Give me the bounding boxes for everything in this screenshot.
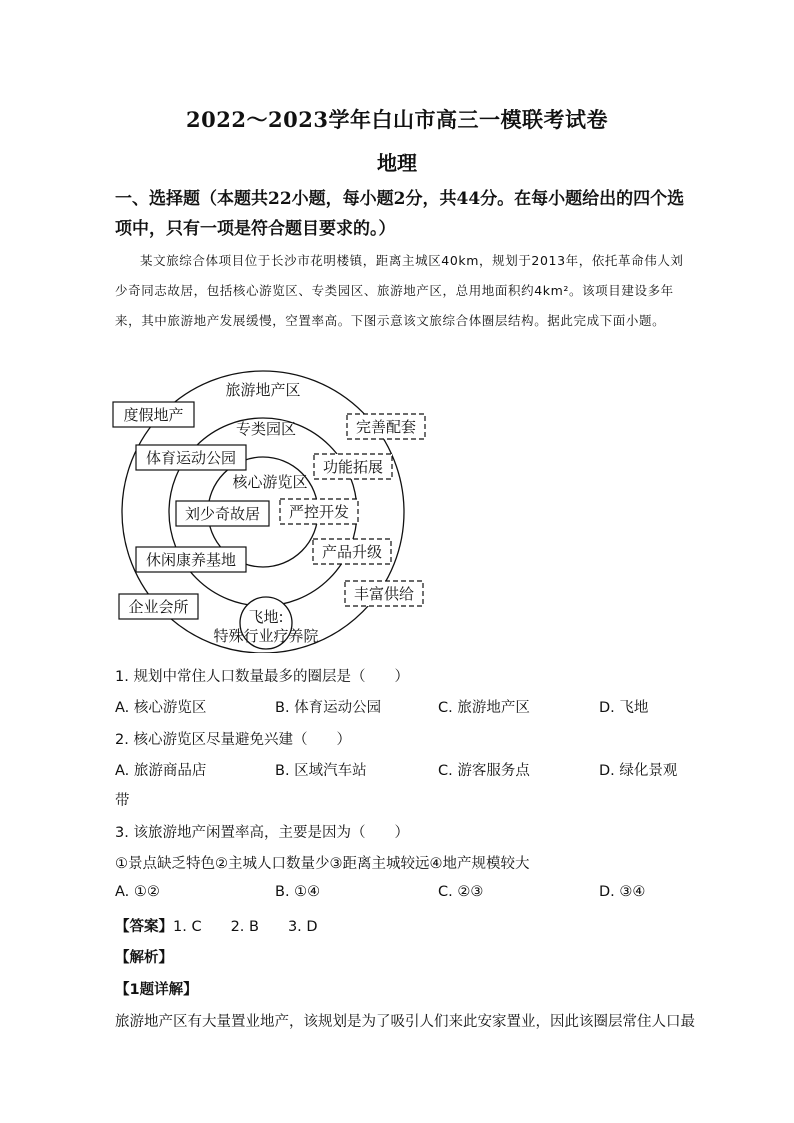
label-sports-park: 体育运动公园 (145, 449, 237, 467)
label-strict: 严控开发 (288, 503, 350, 521)
ring-label-inner: 核心游览区 (232, 473, 308, 491)
q3-option-d: D. ③④ (599, 884, 646, 900)
q3-option-c: C. ②③ (438, 884, 484, 900)
section-heading: 一、选择题（本题共22小题，每小题2分，共44分。在每小题给出的四个选项中，只有一项是符合题目要求的。） (115, 189, 685, 239)
label-function: 功能拓展 (322, 458, 384, 476)
q3-option-b: B. ①④ (275, 884, 321, 900)
q2-option-d: D. 绿化景观 (599, 763, 678, 779)
passage-text: 某文旅综合体项目位于长沙市花明楼镇，距离主城区40km，规划于2013年，依托革命伟人刘少奇同志故居，包括核心游览区、专类园区、旅游地产区，总用地面积约4km²。该项目建设多年来，其中旅游地产发展缓慢，空置率高。下图示意该文旅综合体圈层结构。据此完成下面小题。 (115, 253, 684, 328)
label-supply: 丰富供给 (353, 585, 415, 603)
q1-option-a: A. 核心游览区 (115, 700, 207, 716)
label-resort: 度假地产 (123, 406, 184, 424)
subject-heading: 地理 (377, 151, 417, 175)
q1-option-c: C. 旅游地产区 (438, 700, 530, 716)
q3-statements: ①景点缺乏特色②主城人口数量少③距离主城较远④地产规模较大 (115, 856, 530, 872)
label-club: 企业会所 (128, 598, 189, 616)
answer-row (115, 915, 318, 936)
q2-option-a: A. 旅游商品店 (115, 763, 207, 779)
ring-structure-diagram (108, 368, 428, 653)
detail-text: 旅游地产区有大量置业地产，该规划是为了吸引人们来此安家置业，因此该圈层常住人口最 (115, 1014, 695, 1030)
label-former-residence: 刘少奇故居 (184, 505, 261, 523)
analysis-label: 【解析】 (115, 950, 173, 966)
detail-label: 【1题详解】 (115, 982, 198, 998)
page-title: 2022～2023学年白山市高三一模联考试卷 (186, 107, 608, 132)
passage (115, 246, 687, 336)
q2-option-d-wrap: 带 (115, 793, 130, 809)
label-improve: 完善配套 (355, 418, 417, 436)
q2-option-b: B. 区域汽车站 (275, 763, 367, 779)
ring-label-outer: 旅游地产区 (225, 381, 301, 399)
question-2-stem: 2. 核心游览区尽量避免兴建（ ） (115, 732, 351, 748)
answer-label: 【答案】 (115, 919, 173, 935)
q1-option-d: D. 飞地 (599, 700, 649, 716)
q3-option-a: A. ①② (115, 884, 160, 900)
question-1-stem: 1. 规划中常住人口数量最多的圈层是（ ） (115, 669, 409, 685)
label-upgrade: 产品升级 (321, 543, 383, 561)
label-leisure-base: 休闲康养基地 (145, 551, 237, 569)
answer-values: 1. C 2. B 3. D (173, 919, 318, 935)
enclave-label-2: 特殊行业疗养院 (213, 627, 319, 645)
enclave-label-1: 飞地: (248, 608, 284, 626)
q2-option-c: C. 游客服务点 (438, 763, 530, 779)
ring-label-middle: 专类园区 (235, 420, 297, 438)
q1-option-b: B. 体育运动公园 (275, 700, 382, 716)
question-3-stem: 3. 该旅游地产闲置率高，主要是因为（ ） (115, 825, 409, 841)
